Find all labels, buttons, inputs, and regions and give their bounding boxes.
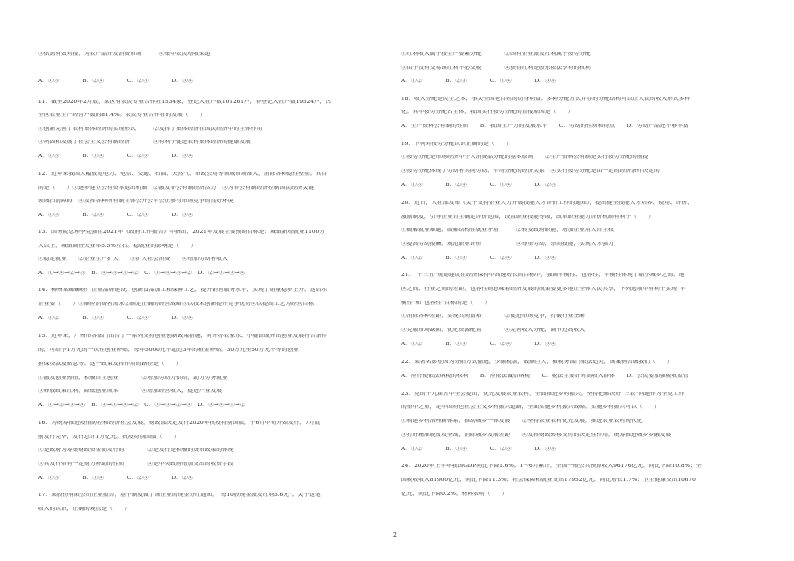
- text-line: A．①→②→③→④ B．③→①→④→② C．①→③→②→④ D．③→④→①→②: [38, 403, 246, 408]
- text-line: A．①③ B．②④ C．②③ D．③④: [38, 213, 194, 218]
- text-line: ③由于没有交易该红利不必交税 ④获得红利是股东依法享有的权利: [401, 66, 591, 71]
- text-line: A．①② B．②③ C．①④ D．③④: [401, 79, 557, 84]
- text-line: ③释放政策红利，降低创业成本 ④增加经营收入，促进产业发展: [38, 389, 222, 394]
- text-line: ①破解就业难题，缓解结构性就业矛盾 ②转变政府职能，增加企业用人自主权: [401, 228, 614, 233]
- text-line: ①创新完善了农村集体经济的实现形式 ②发挥了集体经济在国民经济中的主体作用: [38, 127, 263, 132]
- text-line: 11．截至2020年2月底，某区有农民专业合作社1534家，登记入社户数101261户，非登记入社户数19524户，占: [38, 100, 332, 105]
- text-line: ③提高劳动报酬，规范职业评价 ④尊重劳动，崇尚技能，实现人才强力: [401, 242, 614, 247]
- text-line: 12．近年来我国大幅放宽电力、电信、交通、石油、天然气、市政公用等领域市场准入，消除各种隐性壁垒。其目: [38, 172, 328, 177]
- text-line: 22．某著名影星因为分阳方式偷逃，少缴税款，数额巨大，被税务部门依法追究，该案例告诫我们（ ）: [401, 360, 673, 365]
- text-line: 18．收入分配是民生之本，事关全国老百姓的切身利益。多种分配方式并存的分配结构可以让人民的收入形式多样: [401, 97, 691, 102]
- text-line: 衡性”和“包容性”目标的是（ ）: [401, 301, 491, 306]
- text-line: ③按劳分配体现了劳动者共同劳动、平均分配的经济关系 ④实行按劳分配是由一定的经济条件决定的: [401, 169, 660, 174]
- text-line: ①红利收入属于按生产要素分配 ②国有企业派发红利属于按劳分配: [401, 52, 591, 57]
- text-line: 19．下列对按劳分配认识正确的是（ ）: [401, 142, 512, 147]
- text-line: 激励制度，引导企业自主确定评价范围，设置职业技能等级，改革职业能力评价机制有利于（ ）: [401, 215, 654, 220]
- text-line: 领域扫清障碍 ④发挥各种所有制主体公开公平公正参与市场竞争的良好环境: [38, 199, 234, 204]
- text-line: ①按劳分配是市场经济中个人消费品分配的基本原则 ②生产资料公有制是实行按劳分配的前提: [401, 155, 649, 160]
- text-line: ①构建乡村治理新体系，推动城乡一体发展 ②坚持农业农村优先发展，推进农业农村现代化: [401, 419, 643, 424]
- text-line: A．生产资料公有制的性质 B．我国生产力的发展水平 C．劳动的性质和特点 D．劳动产品还不够丰富: [401, 124, 689, 129]
- text-line: ③其发行带有一定财力补助的性质 ④是中央政府增加支出的收资手段: [38, 462, 234, 467]
- text-line: ①是政府为筹集财政资金而发行的 ②是发行是积极的货币政策的体现: [38, 448, 234, 453]
- text-line: A．①③ B．①④ C．②③ D．②④: [38, 476, 194, 481]
- text-line: A．①③ B．②④ C．①④ D．②③: [401, 183, 557, 188]
- text-line: A．①③ B．①④ C．②③ D．③④: [38, 154, 194, 159]
- text-line: 前发行完毕，发行总计1万亿元。抗疫特别国债（ ）: [38, 435, 180, 440]
- text-line: 的是（ ）①逐步建立公有资本退出机制 ②激发非公有制经济活力 ③为非公有制经济控制国民经济关键: [38, 186, 314, 191]
- text-line: 全区农业生产经营户数的81.4%。农民专业合作社的发展（ ）: [38, 113, 206, 118]
- text-line: 区之间、行业之间的差距，包容性则意味着经济发展的成果要更多地让全体人民共享，下列选项中有利于实现“平: [401, 287, 686, 292]
- text-line: ①消除各种差距，实现共同富裕 ②促进市场竞争，打破行业垄断: [401, 314, 585, 319]
- text-line: 亿元，同比下降0.2%。材料表明（ ）: [401, 492, 508, 497]
- text-line: 14．柳州某螺蛳粉厂注重品牌建设，创新食品加工和保鲜工艺，提升销售服务水平，实现了销量稳步上升。这启示: [38, 288, 328, 293]
- text-line: 15．近年来，广州市各部门出台了一系列支持创业创新政策措施，对开办农家乐、小餐馆或外出创业发展符合条件: [38, 334, 328, 339]
- text-line: ③巩固和发展了社会主义公有制经济 ④有利于促进农村集体经济的健康发展: [38, 140, 251, 145]
- text-line: 国税收收入81900亿元，同比下降11.3%；社会保障和就业支出17952亿元，同比增长1.7%；卫生健康支出10670: [401, 478, 696, 483]
- text-line: A．①② B．①③ C．②③ D．③④: [38, 316, 194, 321]
- text-line: ③打好精准脱贫攻坚战，消除城乡发展差距 ④发挥财政转移支付的决定性作用，统筹推进城乡乡融发展: [401, 433, 672, 438]
- text-line: 人以上，城镇调查失业率5.5%左右。稳就业的影响是（ ）: [38, 244, 197, 249]
- text-line: ①稳定就业 ②企业生产扩大 ③扩大社会消费 ④增加劳动者收入: [38, 257, 228, 262]
- text-line: ③克服市场缺陷，优化资源配置 ④完善收入分配，调节过高收入: [401, 328, 585, 333]
- text-line: A．①② B．①④ C．②③ D．③④: [401, 447, 557, 452]
- text-line: A．①③ B．②④ C．②③ D．③④: [38, 79, 194, 84]
- text-line: 21．“十三五”规划建议在经济保持中高速增长的目标中，强调平衡性、包容性，平衡性体现了缩小城乡之间、地: [401, 273, 685, 278]
- text-line: A．应行使依法纳税的权利 B．应依法诚信纳税 C．税法主要针对高收入群体 D．公民要加强税收监管: [401, 374, 689, 379]
- page-number: 2: [393, 532, 397, 539]
- text-line: A．①② B．①③ C．②④ D．③④: [401, 256, 557, 261]
- text-line: 23．党的十九届五中全会提出，优先发展农业农村，全面推进乡村振兴。坚持把解决好“三农”问题作为全党工作: [401, 392, 685, 397]
- text-line: ③供需有效对接，为农产品开发消费市场 ④集中农民增收渠道: [38, 52, 211, 57]
- text-line: 的，可给予1万元的一次性创业补贴，每年5000元不超过3年的租金补贴，30万元至50万元不等的创业: [38, 348, 299, 353]
- text-line: ①激发创业热情，积极自主创业 ②增加劳动力供给，助力劳务就业: [38, 376, 228, 381]
- text-line: 企业要（ ）①顺应消费者需求②制定正确的经营战略③以技术创新提升竞争优势④以提高工艺为经营目标: [38, 302, 314, 307]
- text-line: A．①② B．①③ C．②④ D．③④: [401, 342, 557, 347]
- text-line: 担保贷款及贴息等。这一政策发挥作用的路径是（ ）: [38, 362, 182, 367]
- text-line: 收入的认识，正确的观点是（ ）: [38, 507, 130, 512]
- text-line: 的重中之重，走中国特色社会主义乡村振兴道路，全面实施乡村振兴战略。实施乡村振兴可以（ ）: [401, 405, 660, 410]
- text-line: 17．某股份有限公司企业报告，基于制度做了该企业的现金分红通知，“每10股现金派发红利5.6元”。关于这笔: [38, 493, 321, 498]
- text-line: 16．为统筹推进疫情防控和经济社会发展，财政部决定发行2020年抗疫特别国债，于6月中旬开始发行，7月底: [38, 421, 321, 426]
- text-line: 24．2020年上半年我国GDP同比下降1.6%。1～6月累计，全国一般公共预算收入96176亿元，同比下降10.8%；全: [401, 464, 702, 469]
- text-line: A．①→④→②→③ B．④→③→①→② C．①→④→③→② D．②→①→③→④: [38, 271, 246, 276]
- text-line: 13．国务院总理李克强在2021年《政府工作报告》中指出，2021年发展主要预期目标是：城镇新增就业1100万: [38, 230, 325, 235]
- text-line: 化。其中按劳分配占主体，我国实行按劳分配的直接原因是（ ）: [401, 110, 574, 115]
- text-line: 20．近日，人社部发布《关于支持企业大力开展技能人才评价工作的通知》，提出健全技能人才培养、使用、评价、: [401, 201, 693, 206]
